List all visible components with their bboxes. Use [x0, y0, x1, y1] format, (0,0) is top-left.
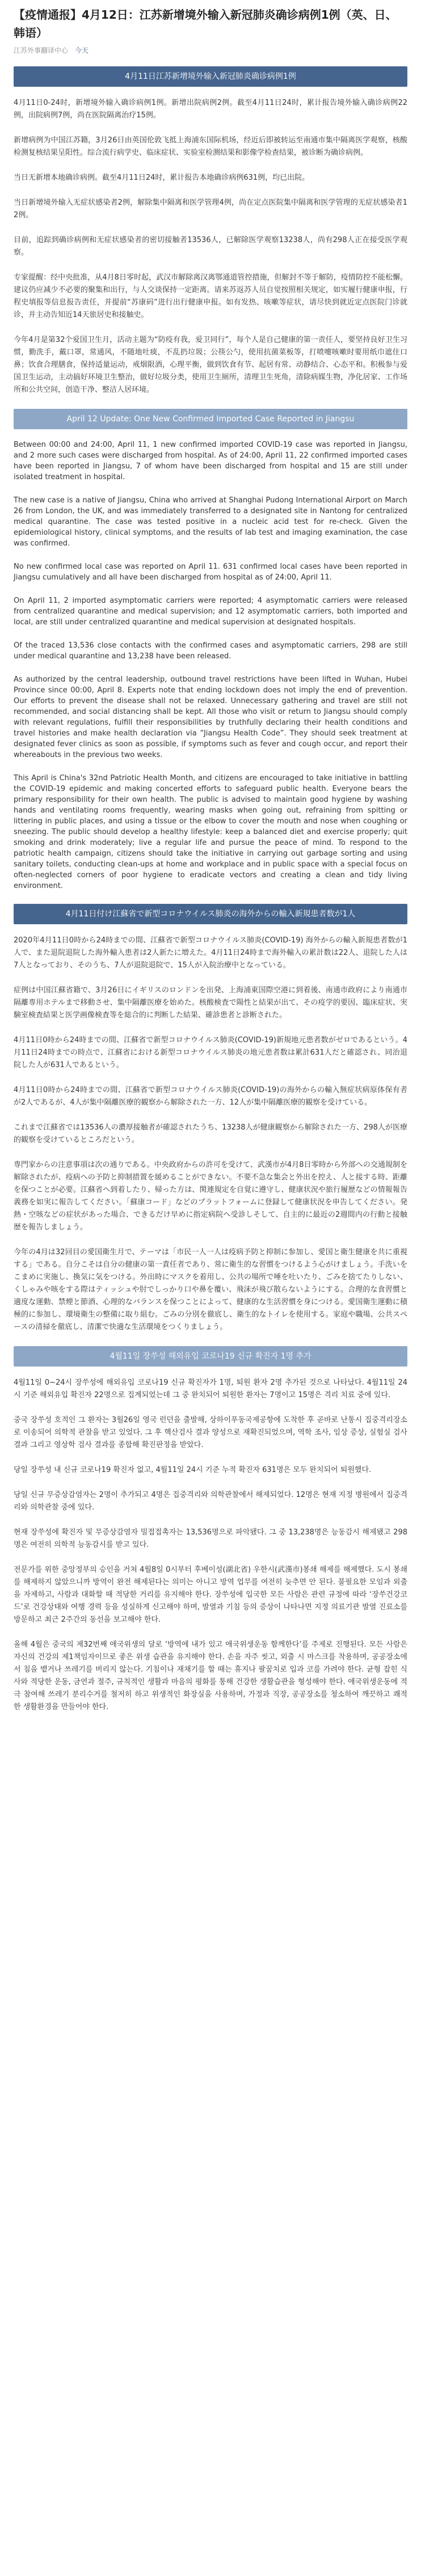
- section-banner: 4月11日江苏新增境外输入新冠肺炎确诊病例1例: [14, 66, 407, 87]
- paragraph: 4月11日0時から24時までの間、江蘇省で新型コロナウイルス肺炎(COVID-19)新規地元患者数がゼロであるという。4月11日24時までの時点で、江蘇省における新型コロナウイルス肺炎の地元患者数は累計631人だと確認され、同治退院した人が631人であるという。: [14, 1036, 407, 1069]
- paragraph: 4月11日0-24时，新增境外输入确诊病例1例。新增出院病例2例。截至4月11日24时，累计报告境外输入确诊病例22例，出院病例7例，尚在医院隔离治疗15例。: [14, 99, 407, 120]
- paragraph: 症例は中国江蘇省籍で、3月26日にイギリスのロンドンを出発、上海浦東国際空港に到着後、南通市政府により南通市隔離専用ホテルまで移動させ、集中隔離医療を始めた。核酸検査で陽性と結果が出て、その疫学的要因、臨床症状、実験室検査結果と医学画像検査等を総合的に判断した結果、確診患者と診断された。: [14, 986, 407, 1020]
- section-banner: April 12 Update: One New Confirmed Imported Case Reported in Jiangsu: [14, 409, 407, 429]
- paragraph: 当日新增境外输入无症状感染者2例，解除集中隔离和医学管理4例，尚在定点医院集中隔离和医学管理的无症状感染者12例。: [14, 198, 407, 219]
- paragraph: 올해 4월은 중국의 제32번째 애국위생의 달로 ‘방역에 내가 있고 애국위생운동 함께한다’를 주제로 진행된다. 모든 사람은 자신의 건강의 제1책임자이므로 좋은 위생 습관을 유지해야 한다. 손을 자주 씻고, 외출 시 마스크를 착용하며, 공공장소에서 침을 뱉거나 쓰레기를 버리지 않는다. 기침이나 재채기를 할 때는 휴지나 팔꿈치로 입과 코를 가려야 한다. 균형 잡힌 식사와 적당한 운동, 금연과 절주, 규칙적인 생활과 마음의 평화를 통해 건강한 생활습관을 형성해야 한다. 애국위생운동에 적극 참여해 쓰레기 분리수거를 철저히 하고 위생적인 화장실을 사용하며, 가정과 직장, 공공장소를 청소하여 깨끗하고 쾌적한 생활환경을 만들어야 한다.: [14, 1640, 407, 1711]
- paragraph: 4월11일 0~24시 장쑤성에 해외유입 코로나19 신규 확진자가 1명, 퇴원 환자 2명 추가된 것으로 나타났다. 4월11일 24시 기준 해외유입 확진자 22명으로 집계되었는데 그 중 완치되어 퇴원한 환자는 7명이고 15명은 격리 치료 중에 있다.: [14, 1378, 407, 1399]
- paragraph: On April 11, 2 imported asymptomatic carriers were reported; 4 asymptomatic carriers were released from centralized quarantine and medical supervision; and 12 asymptomatic carriers, both imported and local, are still under centralized quarantine and medical supervision at designated hospitals.: [14, 597, 407, 627]
- paragraph: 今年の4月は32回目の愛国衛生月で、テーマは「市民一人一人は疫病予防と抑制に参加し、愛国と衛生健康を共に重視する」である。自分こそは自分の健康の第一責任者であり、常に衛生的な習慣をつけるよう心がけましょう。手洗いをこまめに実施し、換気に気をつける。外出時にマスクを着用し、公共の場所で唾を吐いたり、ごみを捨てたりしない、くしゃみや咳をする際はティッシュや肘でしっかり口や鼻を覆い、飛沫が飛び散らないようにする。合理的な食習慣と適度な運動、禁煙と節酒、心理的なバランスを保つことによって、健康的な生活習慣を身につける。愛国衛生運動に積極的に参加し、環境衛生の整備に取り組む。ごみの分別を徹底し、衛生的なトイレを使用する。家庭や職場、公共スペースの清掃を徹底し、清潔で快適な生活環境をつくりましょう。: [14, 1248, 407, 1331]
- article-title: 【疫情通报】4月12日：江苏新增境外输入新冠肺炎确诊病例1例（英、日、韩语）: [14, 8, 397, 40]
- paragraph: 新增病例为中国江苏籍，3月26日由英国伦敦飞抵上海浦东国际机场，经近后即被转运至南通市集中隔离医学观察，核酸检测复核结果呈阳性。综合流行病学史、临床症状、实验室检测结果和影像学检查结果，被诊断为确诊病例。: [14, 136, 407, 157]
- paragraph: 당일 장쑤성 내 신규 코로나19 확진자 없고, 4월11일 24시 기준 누적 확진자 631명은 모두 완치되어 퇴원했다.: [14, 1466, 372, 1474]
- section-english: [14, 409, 407, 891]
- paragraph: As authorized by the central leadership, outbound travel restrictions have been lifted in Wuhan, Hubei Province since 00:00, April 8. Experts note that ending lockdown does not imply the end of prevention. Our efforts to prevent the disease shall not be relaxed. Unnecessary gathering and travel are still not recommended, and social distancing shall be kept. All those who visit or return to Jiangsu should comply with relevant regulations, fulfill their responsibilities by truthfully declaring their health conditions and travel histories and make health declaration via “Jiangsu Health Code”. They should seek treatment at designated fever clinics as soon as possible, if symptoms such as fever and cough occur, and report their whereabouts in the previous two weeks.: [14, 675, 407, 759]
- paragraph: 현재 장쑤성에 확진자 및 무증상감염자 밀접접촉자는 13,536명으로 파악됐다. 그 중 13,238명은 능동감시 해제됐고 298명은 여전히 의학적 능동감시를 받고 있다.: [14, 1528, 407, 1549]
- account-name[interactable]: 江苏外事翻译中心: [14, 46, 69, 54]
- paragraph: 目前，追踪到确诊病例和无症状感染者的密切接触者13536人，已解除医学观察13238人，尚有298人正在接受医学观察。: [14, 236, 407, 257]
- paragraph: これまで江蘇省では13536人の濃厚接触者が確認されたうち、13238人が健康観察から解除された一方、298人が医療的観察を受けているところだという。: [14, 1123, 407, 1144]
- paragraph: No new confirmed local case was reported on April 11. 631 confirmed local cases have been reported in Jiangsu cumulatively and all have been discharged from hospital as of 24:00, April 11.: [14, 562, 407, 582]
- section-chinese: [14, 66, 407, 396]
- paragraph: 专家提醒：经中央批准，从4月8日零时起，武汉市解除离汉离鄂通道管控措施，但解封不等于解防，疫情防控不能松懈。建议仍应减少不必要的聚集和出行，与人交谈保持一定距离。请来苏返苏人员自觉按照相关规定，如实履行健康申报，行程史填报等信息报告责任，并提前“苏康码”进行出行健康申报。如有发热、咳嗽等症状，请尽快到就近定点医院门诊就诊，并主动告知近14天旅居史和接触史。: [14, 273, 407, 319]
- paragraph: 4月11日0時から24時までの間、江蘇省で新型コロナウイルス肺炎(COVID-19)の海外からの輸入無症状病原体保有者が2人であるが、4人が集中隔離医療的観察から解除された一方、12人が集中隔離医療的観察を受けている。: [14, 1086, 407, 1107]
- paragraph: Of the traced 13,536 close contacts with the confirmed cases and asymptomatic carriers, 298 are still under medical quarantine and 13,238 have been released.: [14, 641, 407, 661]
- section-korean: [14, 1346, 407, 1714]
- paragraph: 2020年4月11日0時から24時までの間、江蘇省で新型コロナウイルス肺炎(COVID-19) 海外からの輸入新規患者数が1人で、また退院退院した海外輸入患者は2人新たに増えた。4月11日24時まで海外輸入の累計数は22人、退院した人は7人となっており、そのうち、7人が退院退院で、15人が入院治療中となっている。: [14, 936, 407, 970]
- paragraph: 専門家からの注意事項は次の通りである。中央政府からの許可を受けて、武漢市が4月8日零時から外部への交通規制を解除されたが、疫病への予防と抑制措置を緩めることができない。不要不急な集会と外出を控え、人と接する時、距離を保つことが必要。江蘇省へ到着したり、帰った方は、関連規定を自覚に遵守し、健康状況や旅行履歴などの情報報告義務を如実に報告してください。「蘇康コード」などのプラットフォームに登録して健康状況を申告してください。発熱・空咳などの症状があった場合、できるだけ早めに指定病院へ受診しそして、自主的に最近の2週間内の行動と接触歴を報告しましょう。: [14, 1161, 407, 1232]
- paragraph: This April is China's 32nd Patriotic Health Month, and citizens are encouraged to take initiative in battling the COVID-19 epidemic and making concerted efforts to safeguard public health. Everyone bears the primary responsibility for their own health. The public is advised to maintain good hygiene by washing hands and ventilating rooms frequently, wearing masks when going out, refraining from spitting or littering in public places, and using a tissue or the elbow to cover the mouth and nose when coughing or sneezing. The public should develop a healthy lifestyle: keep a balanced diet and exercise properly; quit smoking and drink moderately; live a regular life and pursue the peace of mind. To respond to the patriotic health campaign, citizens should take the initiative in carrying out garbage sorting and using sanitary toilets, conducting clean-ups at home and workplace and in public space with a special focus on often-neglected corners of poor hygiene to eradicate vectors and creating a clean and tidy living environment.: [14, 774, 407, 890]
- publish-time: 今天: [74, 46, 89, 54]
- section-japanese: [14, 904, 407, 1334]
- section-banner: 4월11일 장쑤성 해외유입 코로나19 신규 확진자 1명 추가: [14, 1346, 407, 1367]
- paragraph: 전문가를 위한 중앙정부의 승인을 거쳐 4월8일 0시부터 후베이성(湖北省) 우한시(武漢市)봉쇄 해제를 해제했다. 도시 봉쇄를 해제하지 않았으니까 방역이 완전 해제된다는 의미는 아니고 방역 업무를 여전히 늦추면 안 된다. 불필요한 모임과 외출을 자제하고, 사람과 대화할 때 적당한 거리를 유지해야 한다. 장쑤성에 입국한 모든 사람은 관련 규정에 따라 ‘장쑤건강코드’로 건강상태와 여행 경력 등을 성실하게 신고해야 하며, 발열과 기침 등의 증상이 나타나면 지정 의료기관 발열 진료소를 방문하고 최근 2주간의 동선을 보고해야 한다.: [14, 1566, 407, 1624]
- paragraph: Between 00:00 and 24:00, April 11, 1 new confirmed imported COVID-19 case was reported in Jiangsu, and 2 more such cases were discharged from hospital. As of 24:00, April 11, 22 confirmed imported cases have been reported in Jiangsu, 7 of whom have been discharged from hospital and 15 are still under isolated treatment in hospital.: [14, 441, 407, 481]
- paragraph: The new case is a native of Jiangsu, China who arrived at Shanghai Pudong International Airport on March 26 from London, the UK, and was immediately transferred to a designated site in Nantong for centralized medical quarantine. The case was tested positive in a nucleic acid test for re-check. Given the epidemiological history, clinical symptoms, and the results of lab test and imaging examination, the case was confirmed.: [14, 496, 407, 548]
- paragraph: 중국 장쑤성 호적인 그 환자는 3월26일 영국 런던을 출발해, 상하이푸동국제공항에 도착한 후 곧바로 난통시 집중격리장소로 이송되어 의학적 관찰을 받고 있었다. 그 후 핵산검사 결과 양성으로 재확진되었으며, 역학 조사, 임상 증상, 실험실 검사 결과 그리고 영상학 검사 결과를 종합해 확진판정을 받았다.: [14, 1416, 407, 1449]
- paragraph: 今年4月是第32个爱国卫生月，活动主题为“防疫有我，爱卫同行”，每个人是自己健康的第一责任人，要坚持良好卫生习惯，勤洗手，戴口罩，常通风，不随地吐痰，不乱扔垃圾；公筷公勺，使用抗菌菜板等，打喷嚏咳嗽时要用纸巾遮住口鼻；饮食合理膳食，保持适量运动，戒烟限酒，心理平衡，做到饮食有节、起居有常、动静结合、心态平和。积极参与爱国卫生运动，主动搞好环境卫生整治，做好垃圾分类，使用卫生厕所，清理卫生死角，清除病媒生物，净化居家、工作场所和公共空间，创造干净、整洁人居环境。: [14, 336, 407, 394]
- paragraph: 당일 신규 무증상감염자는 2명이 추가되고 4명은 집중격리와 의학관찰에서 해제되었다. 12명은 현재 지정 병원에서 집중격리와 의학관찰 중에 있다.: [14, 1491, 407, 1512]
- section-banner: 4月11日付け江蘇省で新型コロナウイルス肺炎の海外からの輸入新規患者数が1人: [14, 904, 407, 924]
- article-meta: [14, 45, 407, 55]
- paragraph: 当日无新增本地确诊病例。截至4月11日24时，累计报告本地确诊病例631例，均已出院。: [14, 174, 310, 182]
